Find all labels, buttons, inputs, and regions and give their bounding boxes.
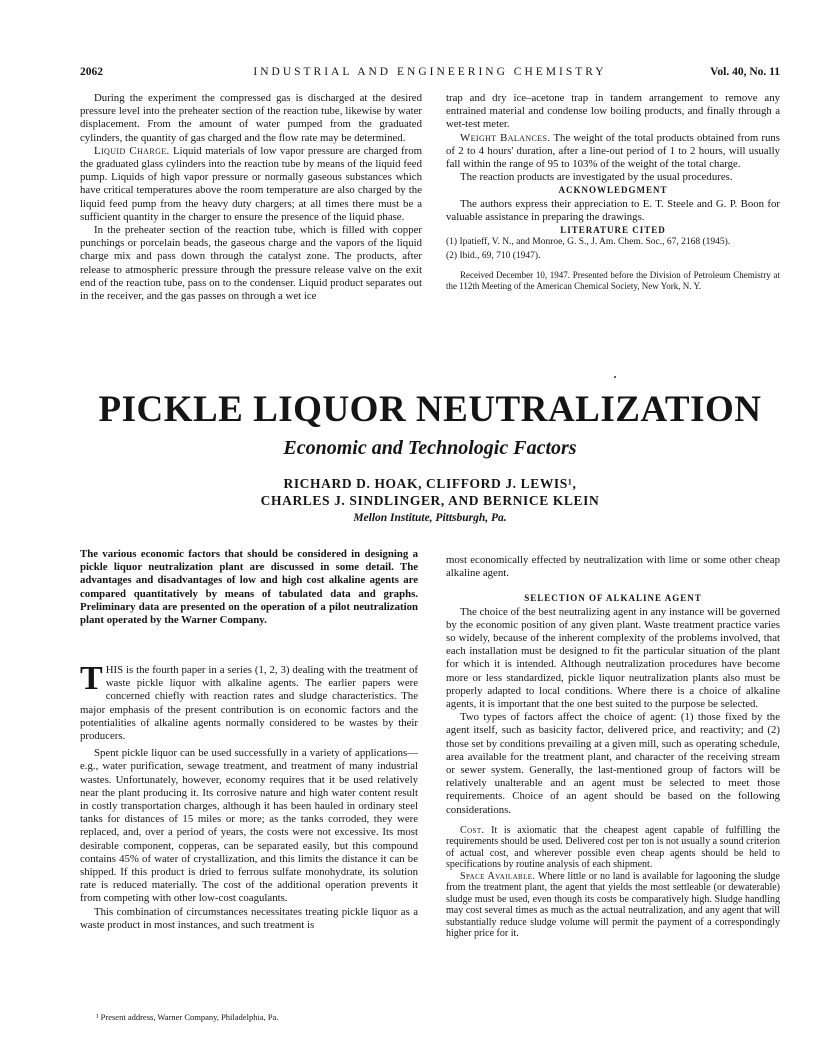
- body-paragraph: Spent pickle liquor can be used successfully in a variety of applications—e.g., water purification, sewage treatment, and treatment of many industrial wastes. Unfortunately, however, economy requires that it be used relatively near the plant producing it. Its corrosive nature and high water content result in costly transportation charges, although it has been hauled in ordinary steel tanks for distances of 15 miles or more; as the tanks corroded, they were replaced, and, over a period of years, the costs were not excessive. Its most desirable component, copperas, can be separated easily, but this compound contains 45% of water of crystallization, and this limits the distance it can be shipped. If this product is dried to ferrous sulfate monohydrate, its solution rate is reduced materially. The cost of the additional operation prevents it from competing with other low-cost coagulants.: [80, 747, 418, 905]
- body-paragraph: Two types of factors affect the choice of agent: (1) those fixed by the agent itself, such as basicity factor, delivered price, and reactivity; and (2) those set by conditions prevailing at a given mill, such as operating schedule, area available for the treatment plant, and character of the receiving stream or sewer system. Generally, the last-mentioned group of factors will be relatively unalterable and an agent must be selected to meet those requirements. Choice of an agent should be based on the following considerations.: [446, 711, 780, 816]
- body-paragraph: [80, 145, 422, 224]
- body-paragraph: [446, 871, 780, 940]
- article-right-column: [446, 554, 780, 940]
- prev-article-right-column: [446, 92, 780, 292]
- paragraph-text: The weight of the total products obtained from runs of 2 to 4 hours' duration, after a line-out period of 1 to 2 hours, will usually fall within the range of 95 to 103% of the weight of the total charge.: [446, 131, 780, 171]
- authors-line: RICHARD D. HOAK, CLIFFORD J. LEWIS¹,: [283, 476, 577, 491]
- page-number: 2062: [80, 66, 103, 78]
- article-left-column: [80, 660, 418, 932]
- page-header: [80, 66, 780, 82]
- volume-issue: Vol. 40, No. 11: [710, 66, 780, 78]
- body-paragraph: most economically effected by neutralization with lime or some other cheap alkaline agent.: [446, 554, 780, 580]
- body-paragraph: [446, 132, 780, 172]
- section-heading: SELECTION OF ALKALINE AGENT: [524, 593, 702, 604]
- reference-item: (2) Ibid., 69, 710 (1947).: [446, 250, 541, 261]
- affiliation: Mellon Institute, Pittsburgh, Pa.: [353, 512, 507, 524]
- body-paragraph: [446, 92, 780, 132]
- run-in-heading: Liquid Charge.: [94, 144, 170, 157]
- literature-cited-heading: LITERATURE CITED: [560, 225, 666, 236]
- journal-name: INDUSTRIAL AND ENGINEERING CHEMISTRY: [253, 66, 607, 78]
- run-in-heading: Weight Balances.: [460, 131, 551, 144]
- reference-item: (1) Ipatieff, V. N., and Monroe, G. S., J. Am. Chem. Soc., 67, 2168 (1945).: [446, 237, 731, 248]
- received-note: Received December 10, 1947. Presented before the Division of Petroleum Chemistry at the 112th Meeting of the American Chemical Society, New York, N. Y.: [446, 270, 780, 292]
- body-paragraph: [446, 171, 780, 184]
- author-list: [80, 475, 780, 509]
- acknowledgment-heading: ACKNOWLEDGMENT: [558, 185, 668, 196]
- intro-paragraph: [80, 660, 418, 743]
- abstract: The various economic factors that should be considered in designing a pickle liquor neutralization plant are discussed in some detail. The advantages and disadvantages of low and high cost alkaline agents are compared quantitatively by means of tabulated data and graphs. Preliminary data are presented on the operation of a pilot neutralization plant operated by the Warner Company.: [80, 548, 418, 627]
- article-title: PICKLE LIQUOR NEUTRALIZATION: [98, 389, 762, 430]
- paragraph-text: trap and dry ice–acetone trap in tandem arrangement to remove any entrained material and condense low boiling products, and finally through a wet-test meter.: [446, 92, 780, 131]
- body-paragraph: [80, 224, 422, 303]
- paragraph-text: In the preheater section of the reaction tube, which is filled with copper punchings or porcelain beads, the gaseous charge and the vapors of the liquid charge mix and pass down through the catalyst zone. The products, after release to atmospheric pressure through the pressure release valve on the exit end of the reaction tube, pass on to the condenser. Liquid product separates out in the receiver, and the gas passes on through a wet ice: [80, 224, 422, 303]
- article-subtitle: Economic and Technologic Factors: [283, 437, 577, 459]
- run-in-heading: Space Available.: [460, 870, 536, 882]
- footnote: ¹ Present address, Warner Company, Philadelphia, Pa.: [96, 1012, 279, 1022]
- paragraph-text: During the experiment the compressed gas is discharged at the desired pressure level into the preheater section of the reaction tube, likewise by water displacement. From the amount of water pumped from the graduated cylinders, the quantity of gas charged and the flow rate may be determined.: [80, 92, 422, 144]
- body-paragraph: [446, 825, 780, 871]
- body-paragraph: The choice of the best neutralizing agent in any instance will be governed by the economic position of any given plant. Waste treatment practice varies so widely, because of the inherent complexity of the problems involved, that each installation must be designed to fit the particular situation of the plant for which it is intended. Although neutralization procedures have become more or less standardized, pickle liquor neutralization plants also must be properly adapted to local conditions. Where there is a choice of alkaline agents, it is important that the one best suited to the purpose be selected.: [446, 605, 780, 711]
- body-paragraph: [80, 92, 422, 145]
- prev-article-left-column: [80, 92, 422, 303]
- paragraph-text: Liquid materials of low vapor pressure are charged from the graduated glass cylinders into the reaction tube by means of the liquid feed pump. Liquids of high vapor pressure or normally gaseous substances which have critical temperatures above the room temperature are also charged by the liquid feed pump from the heavy duty chargers; at all times there must be a sufficient quantity in the charger to ensure the presence of the liquid phase.: [80, 144, 422, 223]
- paragraph-text: Where little or no land is available for lagooning the sludge from the treatment plant, the agent that yields the most settleable (or dewaterable) sludge must be used, even though its costs be comparatively high. Sludge handling may cost several times as much as the actual neutralization, and any agent that will substantially reduce sludge volume will permit the payment of a correspondingly higher price for it.: [446, 870, 780, 940]
- drop-cap: T: [80, 660, 103, 697]
- paragraph-text: The reaction products are investigated by the usual procedures.: [460, 171, 733, 184]
- run-in-heading: Cost.: [460, 824, 485, 836]
- paragraph-text: It is axiomatic that the cheapest agent capable of fulfilling the requirements should be used. Delivered cost per ton is not usually a sound criterion of actual cost, and wherever possible even cheap agents should be held to specifications by routine analysis of each shipment.: [446, 824, 780, 871]
- paragraph-text: HIS is the fourth paper in a series (1, 2, 3) dealing with the treatment of waste pickle liquor with alkaline agents. The earlier papers were concerned chiefly with reaction rates and sludge characteristics. The major emphasis of the present contribution is on economic factors and the potentialities of alkaline agents normally considered to be wastes by their producers.: [80, 664, 418, 743]
- acknowledgment-text: The authors express their appreciation to E. T. Steele and G. P. Boon for valuable assistance in preparing the drawings.: [446, 197, 780, 223]
- authors-line: CHARLES J. SINDLINGER, AND BERNICE KLEIN: [260, 493, 600, 508]
- bullet-mark: [614, 376, 616, 378]
- body-paragraph: This combination of circumstances necessitates treating pickle liquor as a waste product in most instances, and such treatment is: [80, 905, 418, 931]
